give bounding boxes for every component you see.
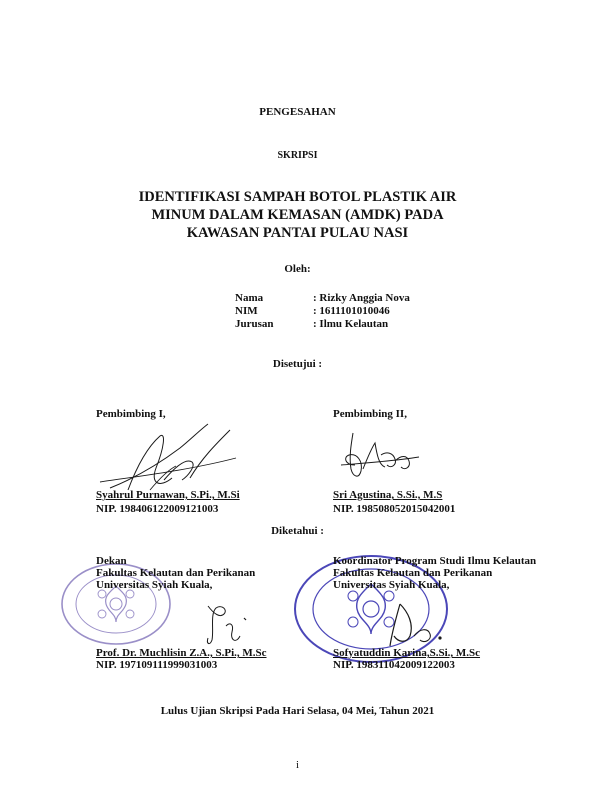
supervisor2-name: Sri Agustina, S.Si., M.S [333,489,443,501]
dean-role: Dekan [96,555,127,567]
supervisor2-signature [335,425,425,490]
name-value: : Rizky Anggia Nova [313,292,410,304]
supervisor2-nip: NIP. 198508052015042001 [333,503,456,515]
dean-name: Prof. Dr. Muchlisin Z.A., S.Pi., M.Sc [96,647,267,659]
title-line-3: KAWASAN PANTAI PULAU NASI [186,225,409,241]
dean-nip: NIP. 197109111999031003 [96,659,218,671]
approved-label: Disetujui : [272,358,323,370]
supervisor1-role: Pembimbing I, [96,408,166,420]
acknowledged-label: Diketahui : [271,525,324,537]
jurusan-value: : Ilmu Kelautan [313,318,389,330]
title-line-1: IDENTIFIKASI SAMPAH BOTOL PLASTIK AIR [138,189,457,205]
coordinator-name: Sofyatuddin Karina,S.Si., M.Sc [333,647,481,659]
supervisor1-name: Syahrul Purnawan, S.Pi., M.Si [96,489,240,501]
nim-label: NIM [235,305,258,317]
nim-value: : 1611101010046 [313,305,390,317]
dean-signature [200,600,260,650]
coordinator-role: Koordinator Program Studi Ilmu Kelautan [333,555,537,567]
supervisor1-nip: NIP. 198406122009121003 [96,503,219,515]
coordinator-university: Universitas Syiah Kuala, [333,579,450,591]
coordinator-faculty: Fakultas Kelautan dan Perikanan [333,567,493,579]
page-header: PENGESAHAN [259,106,336,118]
page-number: i [295,759,300,771]
coordinator-nip: NIP. 198311042009122003 [333,659,455,671]
supervisor1-signature [90,418,250,498]
document-type: SKRIPSI [277,150,318,161]
supervisor2-role: Pembimbing II, [333,408,407,420]
by-label: Oleh: [284,263,311,275]
dean-university: Universitas Syiah Kuala, [96,579,213,591]
exam-statement: Lulus Ujian Skripsi Pada Hari Selasa, 04 Mei, Tahun 2021 [160,705,435,717]
name-label: Nama [235,292,264,304]
thesis-title [0,188,595,242]
jurusan-label: Jurusan [235,318,274,330]
coordinator-signature [370,598,470,653]
title-line-2: MINUM DALAM KEMASAN (AMDK) PADA [151,207,444,223]
dean-faculty: Fakultas Kelautan dan Perikanan [96,567,256,579]
